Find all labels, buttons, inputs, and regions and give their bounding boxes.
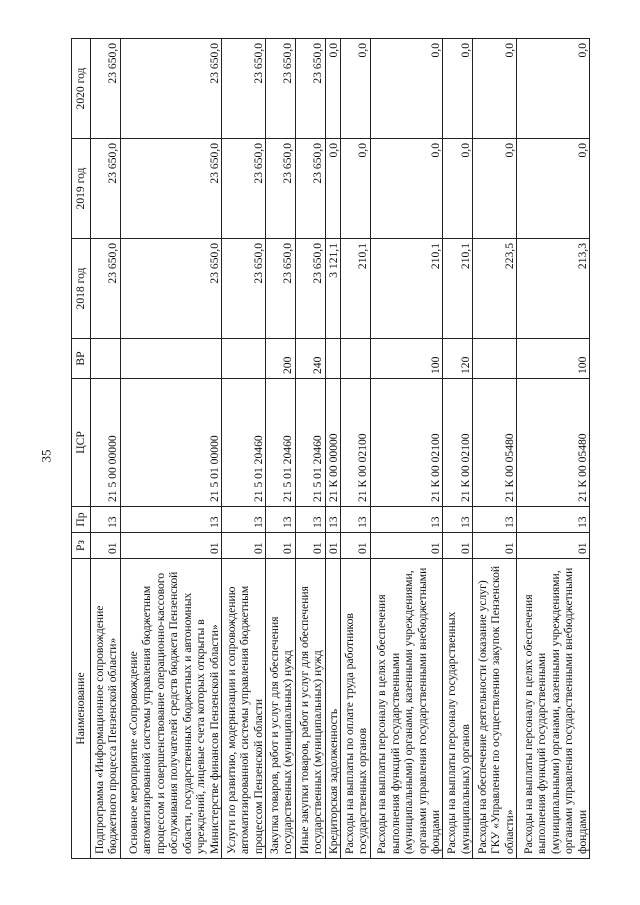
cell-rz: 01: [120, 533, 221, 559]
cell-csr: 21 К 00 02100: [340, 379, 370, 507]
cell-vr: 240: [295, 339, 325, 379]
cell-pr: 13: [517, 507, 590, 533]
cell-pr: 13: [325, 507, 340, 533]
cell-2019: 23 650,0: [91, 139, 121, 239]
cell-pr: 13: [340, 507, 370, 533]
header-name: Наименование: [72, 559, 91, 859]
cell-csr: 21 К 00 02100: [443, 379, 473, 507]
table-row: [473, 39, 517, 859]
cell-pr: 13: [91, 507, 121, 533]
cell-2019: 23 650,0: [222, 139, 266, 239]
cell-name: Услуги по развитию, модернизации и сопровождению автоматизированной системы управления бюджетным процессом Пензенской области: [222, 559, 266, 859]
cell-2020: 0,0: [517, 39, 590, 139]
cell-2018: 210,1: [443, 239, 473, 339]
cell-csr: 21 5 01 20460: [295, 379, 325, 507]
cell-rz: 01: [295, 533, 325, 559]
table-row: [517, 39, 590, 859]
cell-pr: 13: [473, 507, 517, 533]
cell-2019: 0,0: [340, 139, 370, 239]
cell-name: Расходы на выплаты персоналу в целях обеспечения выполнения функций государственными (муниципальными) органами, казенными учреждениями, органами управления государственными внебюджетными фондами: [517, 559, 590, 859]
cell-pr: 13: [370, 507, 443, 533]
cell-2020: 0,0: [325, 39, 340, 139]
cell-2018: 213,3: [517, 239, 590, 339]
cell-2019: 23 650,0: [120, 139, 221, 239]
cell-vr: [120, 339, 221, 379]
cell-csr: 21 5 01 20460: [266, 379, 296, 507]
cell-2020: 23 650,0: [295, 39, 325, 139]
cell-vr: 100: [370, 339, 443, 379]
cell-vr: [325, 339, 340, 379]
table-row: [91, 39, 121, 859]
cell-name: Закупка товаров, работ и услуг для обеспечения государственных (муниципальных) нужд: [266, 559, 296, 859]
cell-2020: 23 650,0: [91, 39, 121, 139]
cell-2018: 23 650,0: [222, 239, 266, 339]
table-row: [222, 39, 266, 859]
cell-name: Расходы на выплаты персоналу государственных (муниципальных) органов: [443, 559, 473, 859]
table-row: [325, 39, 340, 859]
cell-pr: 13: [266, 507, 296, 533]
cell-2020: 23 650,0: [222, 39, 266, 139]
cell-rz: 01: [443, 533, 473, 559]
cell-2019: 0,0: [517, 139, 590, 239]
header-2018: 2018 год: [72, 239, 91, 339]
cell-csr: 21 5 01 00000: [120, 379, 221, 507]
cell-2019: 0,0: [443, 139, 473, 239]
header-2019: 2019 год: [72, 139, 91, 239]
cell-2018: 210,1: [370, 239, 443, 339]
cell-2020: 0,0: [340, 39, 370, 139]
cell-vr: 100: [517, 339, 590, 379]
cell-2019: 0,0: [370, 139, 443, 239]
table-row: [266, 39, 296, 859]
cell-csr: 21 К 00 02100: [370, 379, 443, 507]
cell-rz: 01: [325, 533, 340, 559]
cell-2018: 210,1: [340, 239, 370, 339]
cell-2018: 23 650,0: [91, 239, 121, 339]
cell-pr: 13: [443, 507, 473, 533]
cell-2020: 0,0: [370, 39, 443, 139]
cell-vr: [91, 339, 121, 379]
cell-csr: 21 К 00 05480: [473, 379, 517, 507]
cell-2019: 23 650,0: [266, 139, 296, 239]
table-row: [340, 39, 370, 859]
cell-name: Расходы на выплаты по оплате труда работников государственных органов: [340, 559, 370, 859]
cell-2018: 223,5: [473, 239, 517, 339]
cell-name: Расходы на обеспечение деятельности (оказание услуг) ГКУ «Управление по осуществлению закупок Пензенской области»: [473, 559, 517, 859]
cell-name: Иные закупки товаров, работ и услуг для обеспечения государственных (муниципальных) нужд: [295, 559, 325, 859]
cell-2018: 23 650,0: [295, 239, 325, 339]
cell-vr: [473, 339, 517, 379]
table-header-row: [72, 39, 91, 859]
cell-rz: 01: [517, 533, 590, 559]
cell-rz: 01: [370, 533, 443, 559]
cell-2019: 0,0: [473, 139, 517, 239]
cell-name: Подпрограмма «Информационное сопровождение бюджетного процесса Пензенской области»: [91, 559, 121, 859]
table-row: [295, 39, 325, 859]
cell-2019: 23 650,0: [295, 139, 325, 239]
header-csr: ЦСР: [72, 379, 91, 507]
cell-name: Расходы на выплаты персоналу в целях обеспечения выполнения функций государственными (муниципальными) органами, казенными учреждениями, органами управления государственными внебюджетными фондами: [370, 559, 443, 859]
cell-2018: 23 650,0: [266, 239, 296, 339]
cell-pr: 13: [295, 507, 325, 533]
cell-name: Кредиторская задолженность: [325, 559, 340, 859]
cell-pr: 13: [120, 507, 221, 533]
cell-csr: 21 5 01 20460: [222, 379, 266, 507]
cell-vr: [340, 339, 370, 379]
table-row: [120, 39, 221, 859]
cell-2018: 23 650,0: [120, 239, 221, 339]
header-pr: Пр: [72, 507, 91, 533]
cell-vr: 200: [266, 339, 296, 379]
header-rz: Рз: [72, 533, 91, 559]
budget-table-sheet: [71, 39, 590, 859]
cell-rz: 01: [340, 533, 370, 559]
header-vr: ВР: [72, 339, 91, 379]
cell-2018: 3 121,1: [325, 239, 340, 339]
cell-csr: 21 К 00 00000: [325, 379, 340, 507]
cell-2020: 23 650,0: [266, 39, 296, 139]
cell-rz: 01: [473, 533, 517, 559]
header-2020: 2020 год: [72, 39, 91, 139]
cell-rz: 01: [91, 533, 121, 559]
cell-name: Основное мероприятие «Сопровождение автоматизированной системы управления бюджетным процессом и совершенствование операционно-кассового обслуживания получателей средств бюджета Пензенской области, государственных бюджетных и автономных учреждений, лицевые счета которых открыты в Министерстве финансов Пензенской области»: [120, 559, 221, 859]
cell-2019: 0,0: [325, 139, 340, 239]
cell-rz: 01: [266, 533, 296, 559]
cell-2020: 0,0: [443, 39, 473, 139]
cell-vr: [222, 339, 266, 379]
cell-csr: 21 К 00 05480: [517, 379, 590, 507]
cell-pr: 13: [222, 507, 266, 533]
table-row: [443, 39, 473, 859]
cell-2020: 0,0: [473, 39, 517, 139]
cell-vr: 120: [443, 339, 473, 379]
page-number: 35: [38, 449, 54, 463]
cell-2020: 23 650,0: [120, 39, 221, 139]
budget-table: [71, 38, 590, 859]
table-row: [370, 39, 443, 859]
cell-csr: 21 5 00 00000: [91, 379, 121, 507]
cell-rz: 01: [222, 533, 266, 559]
table-body: [91, 39, 590, 859]
